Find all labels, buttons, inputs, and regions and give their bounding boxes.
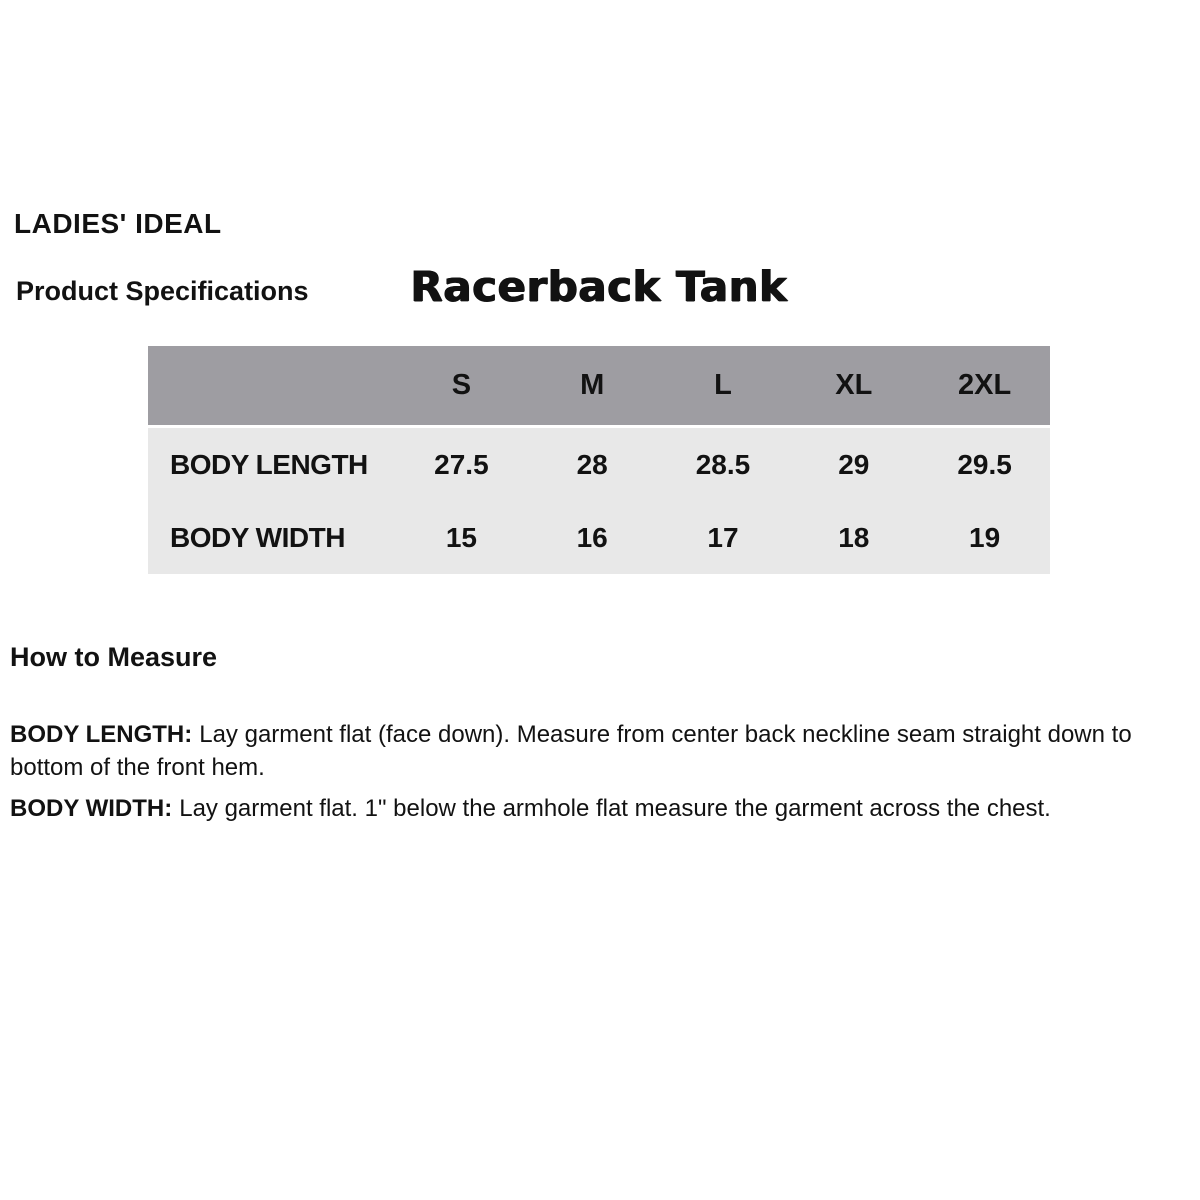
body-width-value-l: 17 (658, 501, 789, 574)
body-width-value-2xl: 19 (919, 501, 1050, 574)
measure-description-body-width: Lay garment flat. 1" below the armhole flat measure the garment across the chest. (179, 795, 1051, 822)
measure-description-body-length: Lay garment flat (face down). Measure from center back neckline seam straight down to bottom of the front hem. (10, 721, 1132, 781)
measure-note-body-width (10, 792, 1195, 825)
row-label-body-length: BODY LENGTH (148, 428, 396, 501)
brand-heading: LADIES' IDEAL (14, 208, 222, 239)
section-label: Product Specifications (16, 276, 309, 306)
measure-notes (10, 718, 1195, 825)
size-column-header-xl: XL (788, 346, 919, 428)
size-chart-table (148, 346, 1050, 574)
body-length-value-l: 28.5 (658, 428, 789, 501)
how-to-measure-heading: How to Measure (10, 642, 218, 672)
body-length-value-2xl: 29.5 (919, 428, 1050, 501)
row-label-body-width: BODY WIDTH (148, 501, 396, 574)
table-row-body-width (148, 501, 1050, 574)
product-title: Racerback Tank (410, 262, 788, 311)
measure-note-body-length (10, 718, 1195, 784)
measure-term-body-width: BODY WIDTH: (10, 795, 173, 822)
size-chart-header-row (148, 346, 1050, 428)
body-length-value-s: 27.5 (396, 428, 527, 501)
body-length-value-m: 28 (527, 428, 658, 501)
size-chart-corner-cell (148, 346, 396, 428)
size-column-header-l: L (658, 346, 789, 428)
size-column-header-m: M (527, 346, 658, 428)
size-column-header-s: S (396, 346, 527, 428)
size-column-header-2xl: 2XL (919, 346, 1050, 428)
measure-term-body-length: BODY LENGTH: (10, 721, 193, 748)
body-width-value-xl: 18 (788, 501, 919, 574)
table-row-body-length (148, 428, 1050, 501)
body-width-value-m: 16 (527, 501, 658, 574)
body-width-value-s: 15 (396, 501, 527, 574)
body-length-value-xl: 29 (788, 428, 919, 501)
